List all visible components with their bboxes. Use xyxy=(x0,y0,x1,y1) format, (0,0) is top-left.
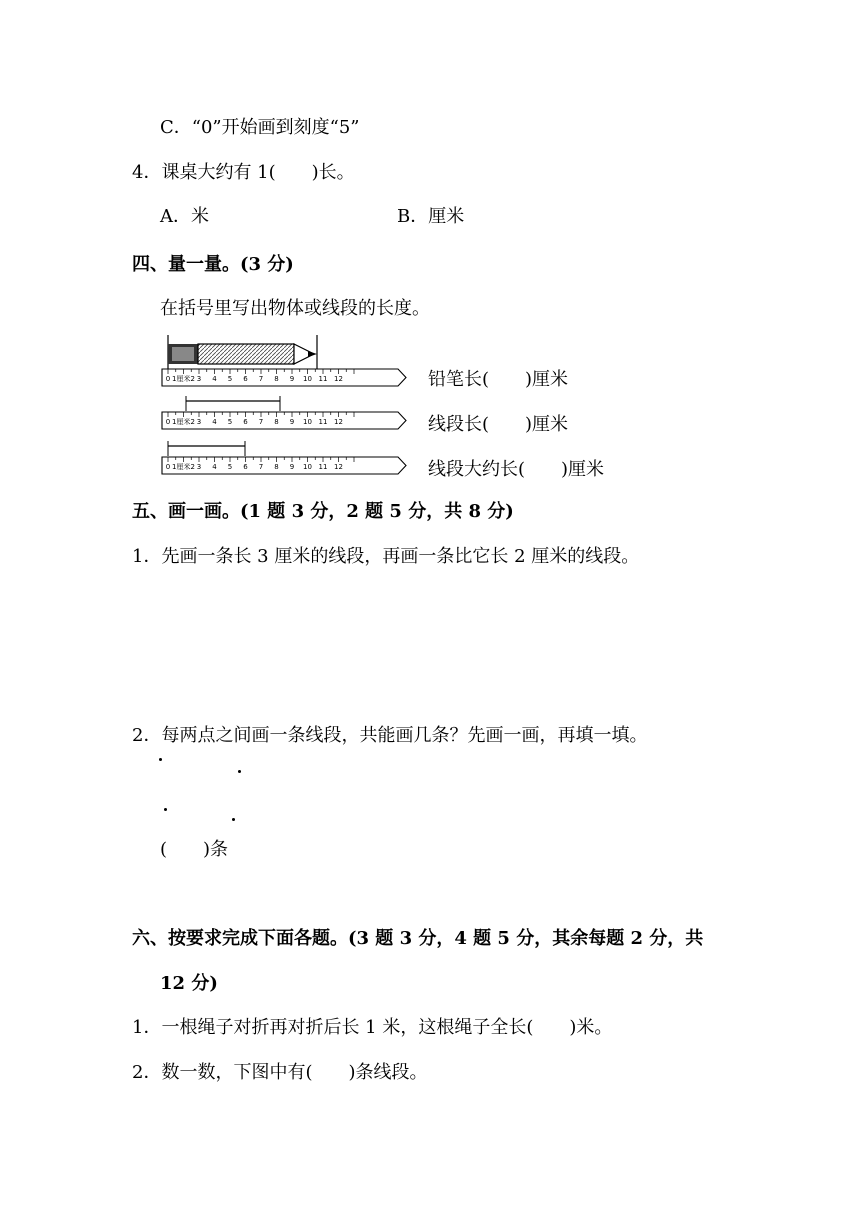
ruler-2 xyxy=(162,412,406,429)
ruler-tick-label: 11 xyxy=(318,463,328,471)
ruler-tick-label: 11 xyxy=(318,418,328,426)
ruler-tick-label: 7 xyxy=(258,463,264,471)
ruler-tick-label: 11 xyxy=(318,375,328,383)
ruler-tick-label: 5 xyxy=(227,418,233,426)
ruler-tick-label: 0 xyxy=(165,375,171,383)
section-5-q1: 1．先画一条长 3 厘米的线段，再画一条比它长 2 厘米的线段。 xyxy=(132,546,640,567)
q4-option-a: A．米 xyxy=(160,206,209,227)
ruler-tick-label: 4 xyxy=(212,418,217,426)
ruler-tick-label: 12 xyxy=(334,375,343,383)
segment-2 xyxy=(186,396,280,411)
ruler-tick-label: 9 xyxy=(289,375,295,383)
ruler-tick-label: 1厘米2 xyxy=(172,418,195,426)
ruler-tick-label: 6 xyxy=(243,418,248,426)
ruler-tick-label: 10 xyxy=(303,463,312,471)
ruler-tick-label: 9 xyxy=(289,418,295,426)
ruler-tick-label: 3 xyxy=(196,463,202,471)
point-c xyxy=(164,808,167,811)
section-4-instruction: 在括号里写出物体或线段的长度。 xyxy=(160,298,430,319)
ruler-tick-label: 5 xyxy=(227,375,233,383)
ruler-tick-label: 1厘米2 xyxy=(172,375,195,383)
section-4-heading: 四、量一量。(3 分) xyxy=(132,254,294,275)
point-b xyxy=(238,770,241,773)
ruler-tick-label: 6 xyxy=(243,463,248,471)
q3-option-c: C．“0”开始画到刻度“5” xyxy=(160,117,360,138)
ruler-tick-label: 0 xyxy=(165,418,171,426)
question-4: 4．课桌大约有 1( )长。 xyxy=(132,162,355,183)
point-a xyxy=(159,758,162,761)
ruler-tick-label: 12 xyxy=(334,463,343,471)
ruler-tick-label: 7 xyxy=(258,375,264,383)
section-5-q2-answer: ( )条 xyxy=(160,839,229,860)
section-6-q1: 1．一根绳子对折再对折后长 1 米，这根绳子全长( )米。 xyxy=(132,1017,613,1038)
q4-option-b: B．厘米 xyxy=(397,206,465,227)
section-6-q2: 2．数一数，下图中有( )条线段。 xyxy=(132,1062,428,1083)
section-6-heading-line2: 12 分) xyxy=(160,973,218,994)
ruler-tick-label: 1厘米2 xyxy=(172,463,195,471)
ruler-tick-label: 7 xyxy=(258,418,264,426)
ruler-tick-label: 10 xyxy=(303,375,312,383)
ruler-tick-label: 4 xyxy=(212,463,217,471)
section-6-heading-line1: 六、按要求完成下面各题。(3 题 3 分，4 题 5 分，其余每题 2 分，共 xyxy=(132,928,704,949)
pencil-image xyxy=(168,335,317,369)
ruler-tick-label: 3 xyxy=(196,418,202,426)
ruler-tick-label: 5 xyxy=(227,463,233,471)
segment-3 xyxy=(168,441,245,456)
ruler-tick-label: 8 xyxy=(274,375,279,383)
point-d xyxy=(232,818,235,821)
ruler-tick-label: 3 xyxy=(196,375,202,383)
ruler-tick-label: 4 xyxy=(212,375,217,383)
pencil-length-label: 铅笔长( )厘米 xyxy=(428,369,569,390)
ruler-tick-label: 6 xyxy=(243,375,248,383)
section-5-heading: 五、画一画。(1 题 3 分，2 题 5 分，共 8 分) xyxy=(132,501,514,522)
section-5-q2: 2．每两点之间画一条线段，共能画几条？先画一画，再填一填。 xyxy=(132,725,648,746)
ruler-tick-label: 0 xyxy=(165,463,171,471)
ruler-tick-label: 8 xyxy=(274,418,279,426)
ruler-1 xyxy=(162,369,406,386)
ruler-3 xyxy=(162,457,406,474)
ruler-tick-label: 8 xyxy=(274,463,279,471)
ruler-tick-label: 9 xyxy=(289,463,295,471)
segment-length-label: 线段长( )厘米 xyxy=(428,414,569,435)
ruler-tick-label: 10 xyxy=(303,418,312,426)
ruler-tick-label: 12 xyxy=(334,418,343,426)
segment-approx-length-label: 线段大约长( )厘米 xyxy=(428,459,605,480)
